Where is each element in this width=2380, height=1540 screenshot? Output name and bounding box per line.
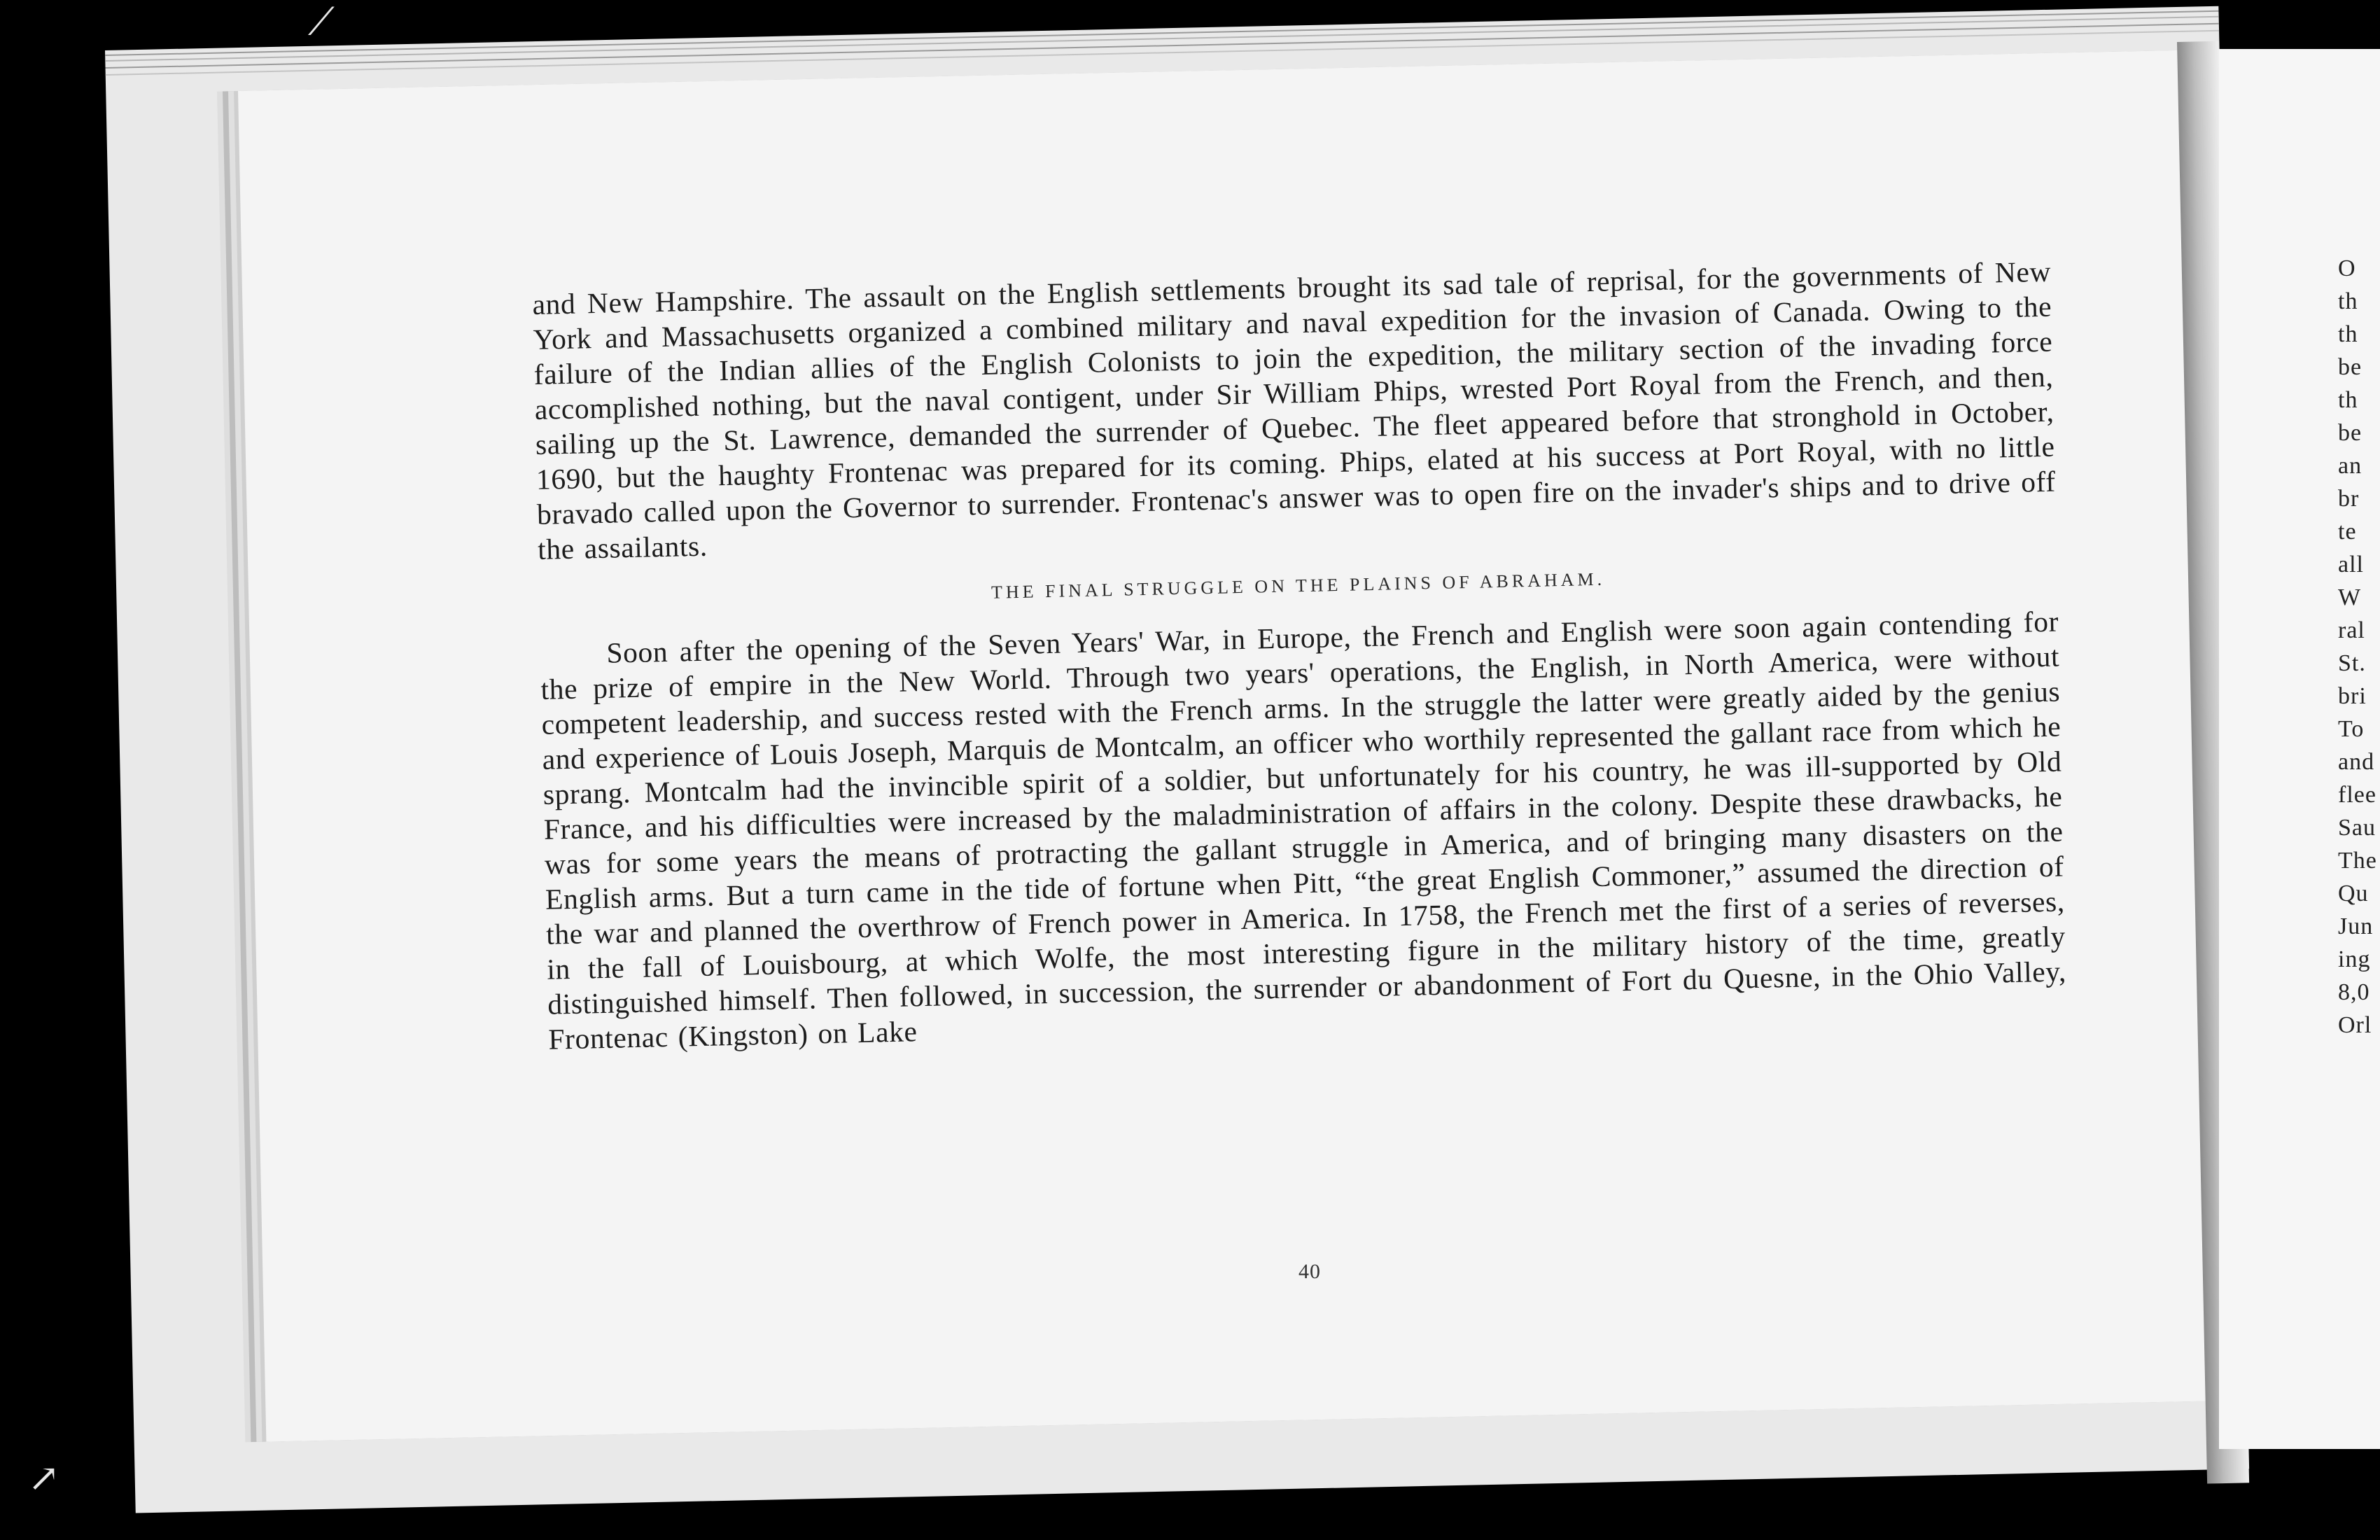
facing-page-line-fragment: O: [2338, 255, 2356, 281]
page-edge-line: [105, 10, 2218, 56]
facing-page-line-fragment: Sau: [2338, 815, 2376, 841]
section-heading: THE FINAL STRUGGLE ON THE PLAINS OF ABRAHAM.: [990, 568, 1606, 603]
facing-page-line-fragment: Qu: [2338, 881, 2369, 906]
facing-page-line-fragment: th: [2338, 288, 2358, 314]
facing-page-line-fragment: To: [2338, 716, 2365, 742]
facing-page-text: [2338, 252, 2380, 1042]
facing-page-line-fragment: and: [2338, 749, 2375, 775]
facing-page-line-fragment: W: [2338, 584, 2362, 610]
paragraph-seven-years-war: Soon after the opening of the Seven Years' War, in Europe, the French and English were soon again contending for the prize of empire in the New World. Through two years' operations, the English, in North America, were without competent leadership, and success rested with the French arms. In the struggle the latter were greatly aided by the genius and experience of Louis Joseph, Marquis de Montcalm, an officer who worthily represented the gallant race from which he sprang. Montcalm had the invincible spirit of a soldier, but unfortunately for his country, he was ill-supported by Old France, and his difficulties were increased by the maladministration of affairs in the colony. Despite these drawbacks, he was for some years the means of protracting the gallant struggle in America, and of bringing many disasters on the English arms. But a turn came in the tide of fortune when Pitt, “the great English Commoner,” assumed the direction of the war and planned the overthrow of French power in America. In 1758, the French met the first of a series of reverses, in the fall of Louisbourg, at which Wolfe, the most interesting figure in the military history of the time, greatly distinguished himself. Then followed, in succession, the surrender or abandonment of Fort du Quesne, in the Ohio Valley, Frontenac (Kingston) on Lake: [540, 605, 2067, 1056]
page-number: 40: [1298, 1260, 1321, 1283]
facing-page-line-fragment: bri: [2338, 683, 2367, 709]
page-edge-line: [105, 16, 2218, 62]
facing-page-line-fragment: all: [2338, 552, 2364, 578]
facing-page-line-fragment: te: [2338, 519, 2357, 545]
facing-page-line-fragment: th: [2338, 321, 2358, 347]
scan-artifact-mark: ↗: [28, 1457, 60, 1499]
facing-page-line-fragment: Orl: [2338, 1012, 2372, 1038]
facing-page-line-fragment: Jun: [2338, 913, 2374, 939]
facing-page-line-fragment: The: [2338, 848, 2377, 874]
paragraph-reprisal: and New Hampshire. The assault on the English settlements brought its sad tale of reprisal, for the governments of New York and Massachusetts organized a combined military and naval expedition for the invasion of Canada. Owing to the failure of the Indian allies of the English Colonists to join the expedition, the military section of the invading force accomplished nothing, but the naval contigent, under Sir William Phips, wrested Port Royal from the French, and then, sailing up the St. Lawrence, demanded the surrender of Quebec. The fleet appeared before that stronghold in October, 1690, but the haughty Frontenac was prepared for its coming. Phips, elated at his success at Port Royal, with no little bravado called upon the Governor to surrender. Frontenac's answer was to open fire on the invader's ships and to drive off the assailants.: [532, 255, 2057, 566]
facing-page-line-fragment: 8,0: [2338, 979, 2370, 1005]
facing-page-line-fragment: an: [2338, 453, 2362, 479]
facing-page-line-fragment: be: [2338, 420, 2362, 446]
facing-page-line-fragment: be: [2338, 354, 2362, 380]
facing-page-line-fragment: ing: [2338, 946, 2371, 972]
scan-artifact-mark: ⟋: [308, 1, 335, 43]
facing-page-line-fragment: br: [2338, 486, 2360, 512]
facing-page-line-fragment: ral: [2338, 617, 2365, 643]
facing-page-line-fragment: St.: [2338, 650, 2366, 676]
page-text-block: [532, 254, 2067, 1057]
facing-page-line-fragment: flee: [2338, 782, 2376, 808]
facing-page-line-fragment: th: [2338, 387, 2358, 413]
